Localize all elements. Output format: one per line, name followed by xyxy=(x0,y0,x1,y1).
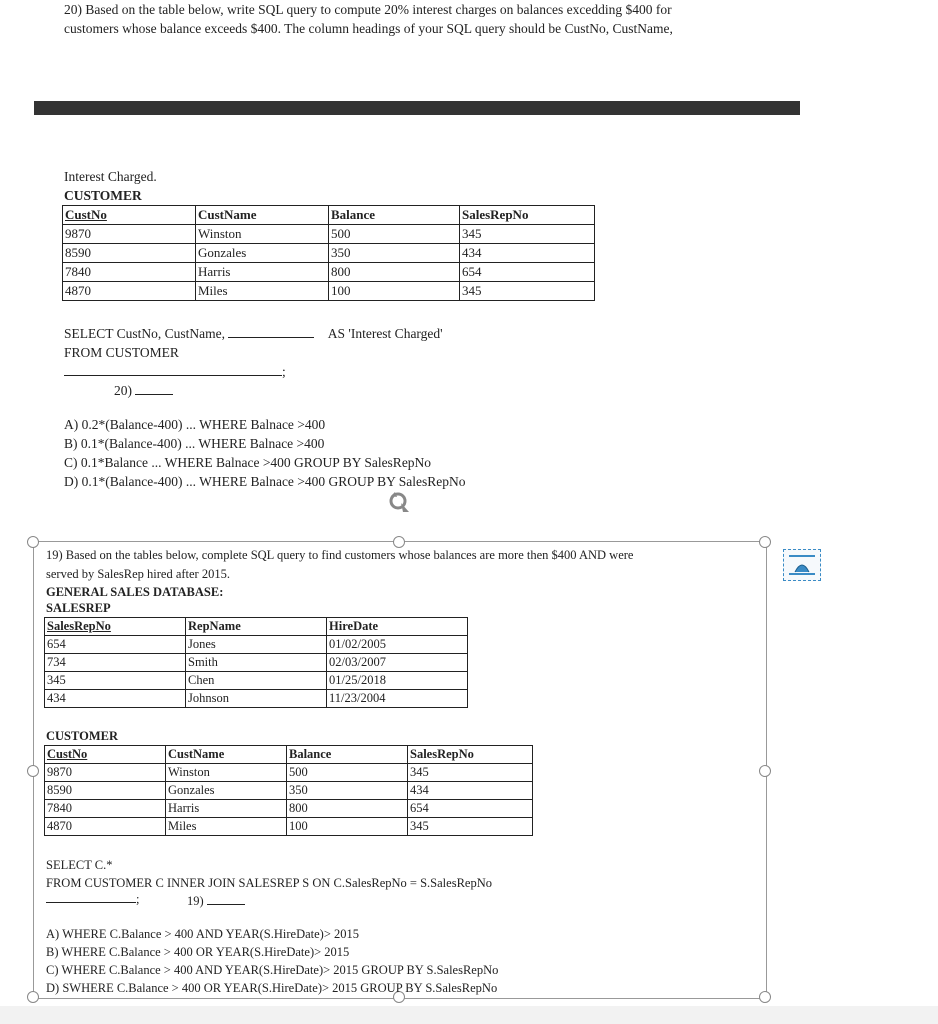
table-cell: 654 xyxy=(408,800,533,818)
table-cell: Chen xyxy=(186,672,327,690)
table-row xyxy=(45,690,468,708)
q20-option-d[interactable]: D) 0.1*(Balance-400) ... WHERE Balnace >400 GROUP BY SalesRepNo xyxy=(64,474,466,489)
table-row xyxy=(45,636,468,654)
column-header: Balance xyxy=(287,746,408,764)
q20-customer-table xyxy=(62,205,595,301)
table-row xyxy=(45,800,533,818)
table-cell: 434 xyxy=(408,782,533,800)
q20-sql-from: FROM CUSTOMER xyxy=(64,345,179,360)
table-cell: Gonzales xyxy=(196,244,329,263)
q20-sql-where-line xyxy=(64,362,286,381)
table-cell: 7840 xyxy=(63,263,196,282)
q20-blank-label-line xyxy=(114,381,173,400)
table-row xyxy=(45,654,468,672)
table-cell: 4870 xyxy=(45,818,166,836)
q19-blank-label-line xyxy=(187,892,245,911)
q19-customer-table xyxy=(44,745,533,836)
table-cell: Harris xyxy=(196,263,329,282)
q20-option-b[interactable]: B) 0.1*(Balance-400) ... WHERE Balnace >400 xyxy=(64,436,325,451)
column-header: CustName xyxy=(196,206,329,225)
column-header: HireDate xyxy=(327,618,468,636)
table-cell: 434 xyxy=(460,244,595,263)
q20-option-c[interactable]: C) 0.1*Balance ... WHERE Balnace >400 GROUP BY SalesRepNo xyxy=(64,455,432,470)
column-header: Balance xyxy=(329,206,460,225)
table-cell: 345 xyxy=(408,764,533,782)
column-header: SalesRepNo xyxy=(460,206,595,225)
q20-sql-as: AS 'Interest Charged' xyxy=(327,326,443,341)
table-cell: Winston xyxy=(166,764,287,782)
table-cell: 345 xyxy=(45,672,186,690)
q20-answer-blank-2[interactable] xyxy=(64,363,282,376)
table-row xyxy=(45,672,468,690)
q19-salesrep-title: SALESREP xyxy=(46,601,111,615)
table-cell: 434 xyxy=(45,690,186,708)
q19-answer-blank-2[interactable] xyxy=(207,892,245,905)
column-header: SalesRepNo xyxy=(408,746,533,764)
table-row xyxy=(45,782,533,800)
table-cell: 4870 xyxy=(63,282,196,301)
q19-prompt-line1: 19) Based on the tables below, complete SQL query to find customers whose balances are more then $400 AND were xyxy=(46,548,634,562)
column-header: SalesRepNo xyxy=(45,618,186,636)
column-header: CustName xyxy=(166,746,287,764)
table-row xyxy=(63,282,595,301)
table-row xyxy=(63,225,595,244)
resize-handle-left[interactable] xyxy=(27,765,39,777)
table-cell: 345 xyxy=(460,225,595,244)
q19-db-title: GENERAL SALES DATABASE: xyxy=(46,585,224,599)
table-cell: Miles xyxy=(166,818,287,836)
column-header: RepName xyxy=(186,618,327,636)
q20-sql-select: SELECT CustNo, CustName, xyxy=(64,326,226,341)
q19-sql-from: FROM CUSTOMER C INNER JOIN SALESREP S ON C.SalesRepNo = S.SalesRepNo xyxy=(46,876,492,890)
table-cell: Winston xyxy=(196,225,329,244)
q19-sql-where-line xyxy=(46,890,139,909)
table-cell: 734 xyxy=(45,654,186,672)
q19-option-c[interactable]: C) WHERE C.Balance > 400 AND YEAR(S.HireDate)> 2015 GROUP BY S.SalesRepNo xyxy=(46,963,499,977)
q20-answer-blank-3[interactable] xyxy=(135,382,173,395)
table-cell: Jones xyxy=(186,636,327,654)
table-cell: 654 xyxy=(45,636,186,654)
table-header-row xyxy=(63,206,595,225)
q19-option-a[interactable]: A) WHERE C.Balance > 400 AND YEAR(S.HireDate)> 2015 xyxy=(46,927,360,941)
table-cell: 345 xyxy=(408,818,533,836)
q20-prompt-line1: 20) Based on the table below, write SQL query to compute 20% interest charges on balances excedding $400 for xyxy=(64,2,672,17)
q19-prompt-line2: served by SalesRep hired after 2015. xyxy=(46,567,230,581)
table-cell: 01/25/2018 xyxy=(327,672,468,690)
table-cell: 350 xyxy=(329,244,460,263)
q20-prompt-line2: customers whose balance exceeds $400. The column headings of your SQL query should be CustNo, CustName, xyxy=(64,21,673,36)
q19-salesrep-table xyxy=(44,617,468,708)
resize-handle-right[interactable] xyxy=(759,765,771,777)
q19-semicolon: ; xyxy=(136,892,140,906)
column-header: CustNo xyxy=(63,206,196,225)
table-cell: 100 xyxy=(287,818,408,836)
table-header-row xyxy=(45,618,468,636)
table-cell: Harris xyxy=(166,800,287,818)
q20-answer-blank-1[interactable] xyxy=(228,325,314,338)
q19-customer-title: CUSTOMER xyxy=(46,729,119,743)
table-cell: Miles xyxy=(196,282,329,301)
resize-handle-bottom-right[interactable] xyxy=(759,991,771,1003)
table-cell: 800 xyxy=(287,800,408,818)
separator-bar xyxy=(34,101,800,115)
table-cell: 9870 xyxy=(45,764,166,782)
table-row xyxy=(63,244,595,263)
table-cell: 654 xyxy=(460,263,595,282)
q20-blank-label: 20) xyxy=(114,383,132,398)
table-cell: 500 xyxy=(287,764,408,782)
table-cell: 350 xyxy=(287,782,408,800)
table-row xyxy=(63,263,595,282)
page-footer-strip xyxy=(0,1006,938,1024)
table-row xyxy=(45,818,533,836)
layout-options-button[interactable] xyxy=(783,549,821,581)
table-cell: 01/02/2005 xyxy=(327,636,468,654)
table-header-row xyxy=(45,746,533,764)
table-row xyxy=(45,764,533,782)
table-cell: 100 xyxy=(329,282,460,301)
resize-handle-bottom-left[interactable] xyxy=(27,991,39,1003)
q20-option-a[interactable]: A) 0.2*(Balance-400) ... WHERE Balnace >400 xyxy=(64,417,326,432)
table-cell: 8590 xyxy=(45,782,166,800)
table-cell: Johnson xyxy=(186,690,327,708)
q20-table-title: CUSTOMER xyxy=(64,188,142,203)
q20-prompt-line3: Interest Charged. xyxy=(64,169,157,184)
table-cell: 345 xyxy=(460,282,595,301)
q20-semicolon: ; xyxy=(282,364,286,379)
resize-handle-top-right[interactable] xyxy=(759,536,771,548)
layout-options-icon xyxy=(784,550,820,580)
table-cell: 02/03/2007 xyxy=(327,654,468,672)
table-cell: 8590 xyxy=(63,244,196,263)
q19-sql-select: SELECT C.* xyxy=(46,858,113,872)
table-cell: 7840 xyxy=(45,800,166,818)
table-cell: 9870 xyxy=(63,225,196,244)
resize-handle-top-left[interactable] xyxy=(27,536,39,548)
column-header: CustNo xyxy=(45,746,166,764)
q19-answer-blank-1[interactable] xyxy=(46,890,136,903)
q19-option-b[interactable]: B) WHERE C.Balance > 400 OR YEAR(S.HireDate)> 2015 xyxy=(46,945,350,959)
table-cell: Smith xyxy=(186,654,327,672)
table-cell: Gonzales xyxy=(166,782,287,800)
table-cell: 11/23/2004 xyxy=(327,690,468,708)
rotate-handle-icon[interactable] xyxy=(385,488,415,518)
q19-blank-label: 19) xyxy=(187,894,204,908)
table-cell: 500 xyxy=(329,225,460,244)
table-cell: 800 xyxy=(329,263,460,282)
q20-sql-select-line xyxy=(64,324,443,343)
q19-option-d[interactable]: D) SWHERE C.Balance > 400 OR YEAR(S.HireDate)> 2015 GROUP BY S.SalesRepNo xyxy=(46,981,498,995)
